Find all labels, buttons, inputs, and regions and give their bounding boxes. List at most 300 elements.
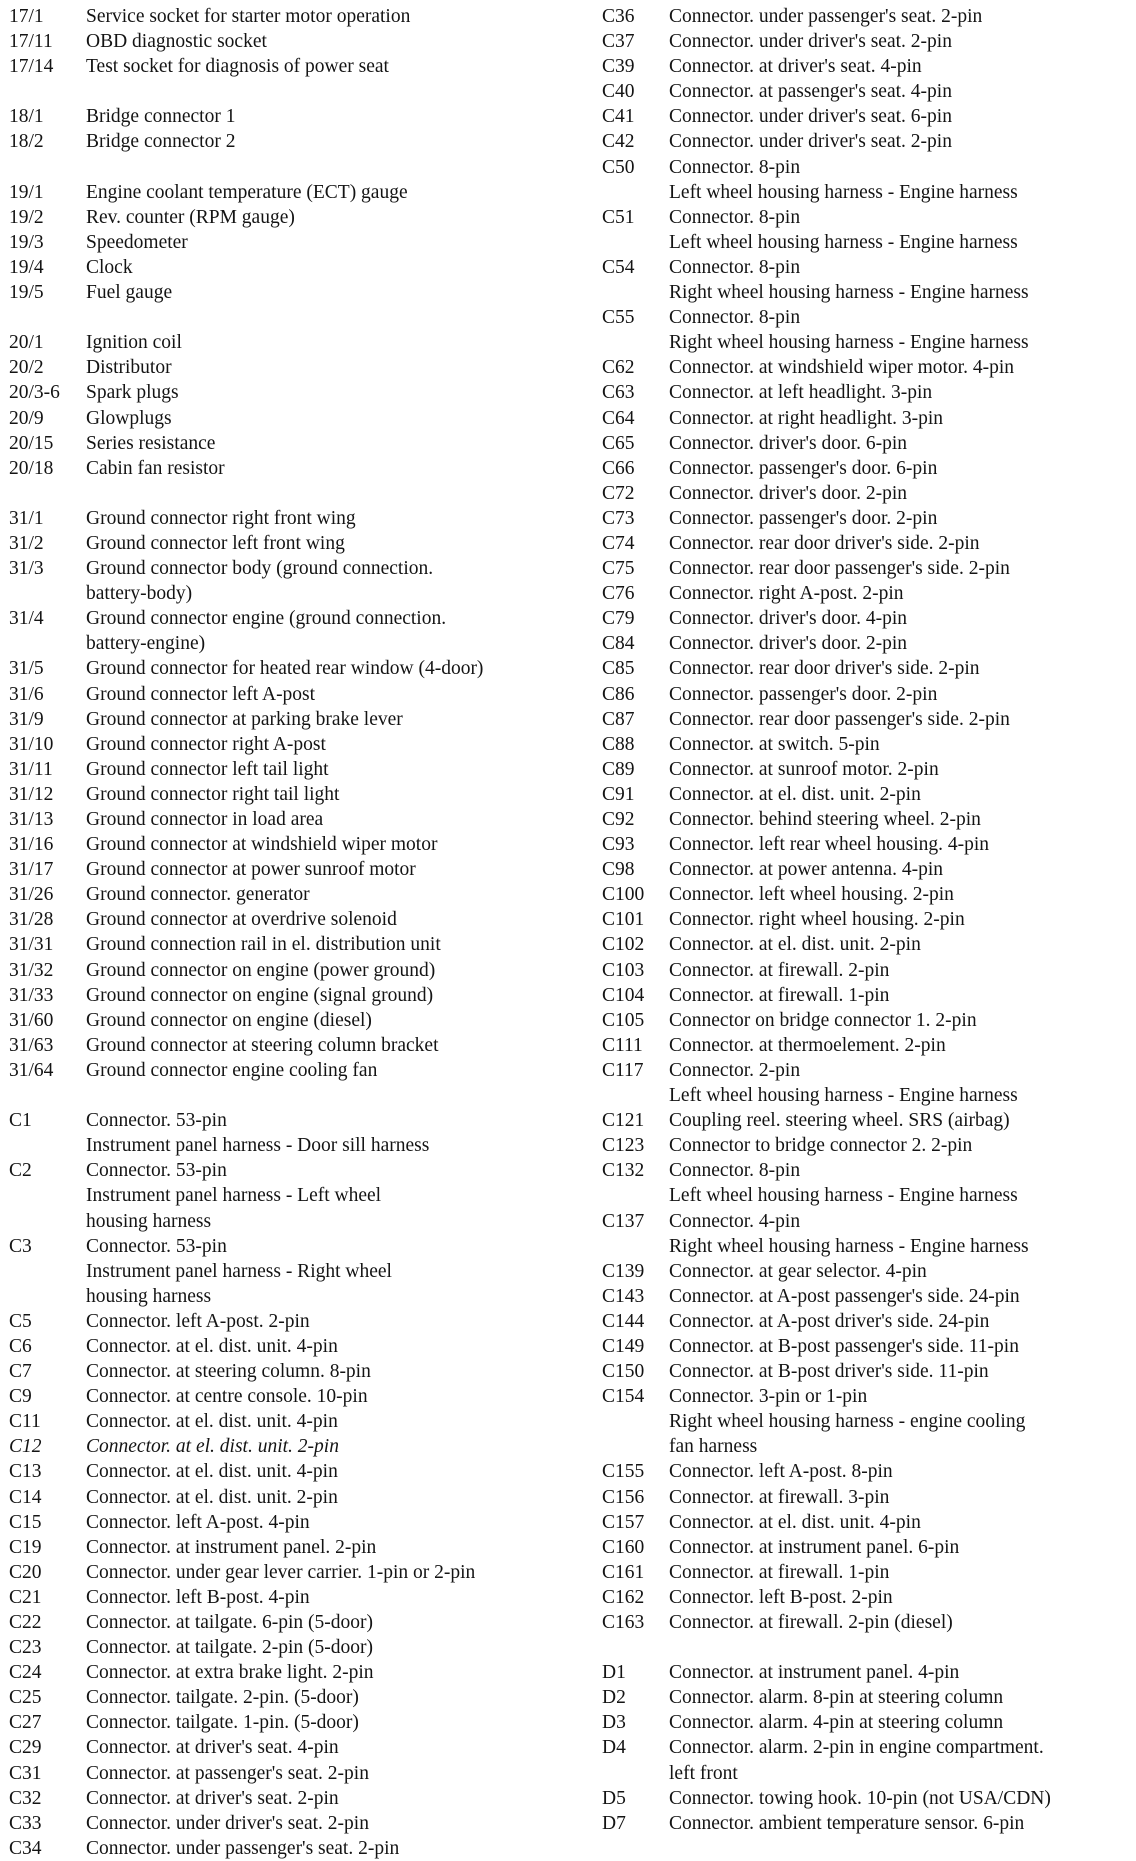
component-description: Bridge connector 1	[86, 106, 236, 128]
component-description: Ground connector engine cooling fan	[86, 1059, 378, 1081]
component-code: 31/11	[9, 758, 53, 780]
component-description: Connector. tailgate. 1-pin. (5-door)	[86, 1712, 359, 1734]
component-description: Connector. left A-post. 8-pin	[669, 1461, 893, 1483]
legend-entry	[9, 205, 569, 230]
component-description: Connector. driver's door. 2-pin	[669, 482, 908, 504]
component-code: C79	[602, 608, 635, 630]
component-code: D4	[602, 1737, 626, 1759]
component-description: battery-engine)	[86, 633, 206, 655]
component-code: D3	[602, 1712, 626, 1734]
component-description: Connector. at firewall. 1-pin	[669, 1561, 890, 1583]
component-code: C150	[602, 1361, 645, 1383]
component-description: Connector. at instrument panel. 4-pin	[669, 1662, 960, 1684]
legend-entry	[602, 1384, 1132, 1459]
component-code: 31/2	[9, 532, 44, 554]
component-code: C39	[602, 56, 635, 78]
legend-entry	[9, 1359, 569, 1384]
component-description: Connector. towing hook. 10-pin (not USA/CDN)	[669, 1787, 1051, 1809]
legend-entry	[602, 556, 1132, 581]
legend-entry	[602, 1510, 1132, 1535]
component-code: C132	[602, 1160, 645, 1182]
component-code: 31/9	[9, 708, 44, 730]
legend-entry	[602, 1309, 1132, 1334]
component-code: C22	[9, 1612, 42, 1633]
component-description: OBD diagnostic socket	[86, 31, 267, 53]
component-description: Ground connector at steering column bracket	[86, 1034, 439, 1056]
component-description: left front	[669, 1762, 738, 1784]
legend-entry	[602, 1008, 1132, 1033]
component-description: Ground connector right tail light	[86, 783, 340, 805]
component-code: C51	[602, 206, 635, 228]
component-description: Connector. at centre console. 10-pin	[86, 1386, 368, 1408]
legend-entry	[602, 983, 1132, 1008]
legend-entry	[602, 782, 1132, 807]
legend-entry	[9, 1836, 569, 1861]
component-description: Connector. at instrument panel. 2-pin	[86, 1536, 377, 1558]
legend-entry	[602, 1058, 1132, 1108]
component-code: 17/1	[9, 6, 44, 27]
legend-entry	[9, 556, 569, 606]
component-code: 19/3	[9, 231, 44, 253]
component-code: 20/9	[9, 407, 44, 429]
component-code: C73	[602, 507, 635, 529]
component-code: C20	[9, 1561, 42, 1583]
component-description: Connector. at driver's seat. 4-pin	[669, 56, 922, 78]
component-code: 17/14	[9, 56, 54, 78]
component-description: Ground connector at power sunroof motor	[86, 859, 416, 881]
component-code: C55	[602, 307, 635, 329]
component-code: 20/2	[9, 357, 44, 379]
legend-entry	[9, 506, 569, 531]
component-description: Connector. 2-pin	[669, 1059, 801, 1081]
component-description: Clock	[86, 256, 133, 278]
legend-entry	[602, 1284, 1132, 1309]
component-description: Connector. under driver's seat. 2-pin	[669, 131, 952, 153]
component-description: Connector. passenger's door. 6-pin	[669, 457, 938, 479]
component-description: Left wheel housing harness - Engine harness	[669, 231, 1018, 253]
component-code: D5	[602, 1787, 626, 1809]
legend-entry	[602, 1108, 1132, 1133]
legend-entry	[9, 1735, 569, 1760]
component-description: Bridge connector 2	[86, 131, 236, 153]
component-code: D7	[602, 1812, 626, 1834]
legend-entry	[9, 230, 569, 255]
component-description: Connector. at sunroof motor. 2-pin	[669, 758, 939, 780]
component-code: C19	[9, 1536, 42, 1558]
legend-entry	[9, 531, 569, 556]
legend-entry	[602, 531, 1132, 556]
component-code: C37	[602, 31, 635, 53]
legend-entry	[602, 355, 1132, 380]
component-code: C14	[9, 1486, 42, 1508]
component-code: C32	[9, 1787, 42, 1809]
component-code: C6	[9, 1335, 32, 1357]
component-code: C102	[602, 934, 645, 956]
component-code: 31/26	[9, 884, 54, 906]
component-description: Connector. at thermoelement. 2-pin	[669, 1034, 946, 1056]
component-code: 31/28	[9, 909, 54, 931]
component-description: Rev. counter (RPM gauge)	[86, 206, 295, 228]
component-description: Connector. at switch. 5-pin	[669, 733, 880, 755]
legend-entry	[602, 1359, 1132, 1384]
component-description: Connector. 8-pin	[669, 1160, 801, 1182]
component-description: Connector. at instrument panel. 6-pin	[669, 1536, 960, 1558]
legend-entry	[602, 305, 1132, 355]
legend-entry	[9, 330, 569, 355]
component-description: Ground connector on engine (diesel)	[86, 1009, 372, 1031]
component-description: Connector. driver's door. 2-pin	[669, 633, 908, 655]
component-code: C111	[602, 1034, 643, 1056]
legend-entry	[9, 656, 569, 681]
legend-entry	[9, 907, 569, 932]
component-code: C33	[9, 1812, 42, 1834]
component-code: D1	[602, 1662, 626, 1684]
component-code: C85	[602, 658, 635, 680]
component-code: C41	[602, 106, 635, 128]
section-spacer	[9, 481, 569, 506]
legend-entry	[9, 180, 569, 205]
legend-entry	[9, 682, 569, 707]
legend-entry	[602, 1209, 1132, 1259]
component-code: C160	[602, 1536, 645, 1558]
component-description: Ground connector at parking brake lever	[86, 708, 403, 730]
component-code: C63	[602, 382, 635, 404]
component-code: C15	[9, 1511, 42, 1533]
component-description: Connector. 8-pin	[669, 256, 801, 278]
legend-entry	[9, 1585, 569, 1610]
component-code: 17/11	[9, 31, 53, 53]
component-code: C64	[602, 407, 635, 429]
component-description: Ground connector left front wing	[86, 532, 345, 554]
legend-entry	[9, 4, 569, 29]
component-code: C3	[9, 1235, 32, 1257]
component-description: Connector. at el. dist. unit. 4-pin	[86, 1335, 338, 1357]
legend-entry	[9, 1459, 569, 1484]
component-code: 31/32	[9, 959, 54, 981]
legend-entry	[9, 782, 569, 807]
component-code: C50	[602, 156, 635, 178]
component-description: Speedometer	[86, 231, 188, 253]
component-code: C65	[602, 432, 635, 454]
component-description: housing harness	[86, 1210, 212, 1232]
legend-entry	[602, 79, 1132, 104]
component-code: 31/3	[9, 558, 44, 580]
component-description: Ground connector at windshield wiper motor	[86, 834, 438, 856]
component-description: Connector. at driver's seat. 4-pin	[86, 1737, 339, 1759]
legend-entry	[602, 104, 1132, 129]
component-description: Connector. under gear lever carrier. 1-pin or 2-pin	[86, 1561, 476, 1583]
legend-entry	[602, 380, 1132, 405]
component-description: Connector. at A-post driver's side. 24-pin	[669, 1310, 990, 1332]
legend-entry	[9, 807, 569, 832]
component-code: C137	[602, 1210, 645, 1232]
component-code: C27	[9, 1712, 42, 1734]
component-description: Connector. left B-post. 2-pin	[669, 1586, 893, 1608]
legend-entry	[602, 129, 1132, 154]
legend-entry	[602, 1259, 1132, 1284]
legend-entry	[602, 456, 1132, 481]
component-description: Ground connector on engine (power ground)	[86, 959, 436, 981]
legend-entry	[602, 1485, 1132, 1510]
legend-entry	[9, 732, 569, 757]
component-description: Cabin fan resistor	[86, 457, 225, 479]
legend-entry	[9, 456, 569, 481]
component-code: C72	[602, 482, 635, 504]
section-spacer	[9, 155, 569, 180]
component-description: Connector. at el. dist. unit. 2-pin	[86, 1436, 339, 1458]
component-description: Spark plugs	[86, 382, 179, 404]
legend-entry	[9, 431, 569, 456]
component-description: Connector. left rear wheel housing. 4-pin	[669, 834, 990, 856]
component-description: Connector. at gear selector. 4-pin	[669, 1260, 927, 1282]
legend-entry	[9, 707, 569, 732]
legend-entry	[602, 1685, 1132, 1710]
component-description: Connector. under driver's seat. 6-pin	[669, 106, 952, 128]
legend-entry	[602, 1811, 1132, 1836]
legend-entry	[602, 1786, 1132, 1811]
legend-entry	[9, 606, 569, 656]
component-code: 31/10	[9, 733, 54, 755]
component-description: Connector. driver's door. 4-pin	[669, 608, 908, 630]
legend-entry	[602, 1735, 1132, 1785]
legend-entry	[9, 1434, 569, 1459]
component-description: Connector. 53-pin	[86, 1160, 227, 1182]
component-code: C93	[602, 834, 635, 856]
legend-entry	[9, 1660, 569, 1685]
component-code: C66	[602, 457, 635, 479]
component-code: C25	[9, 1687, 42, 1709]
component-description: Fuel gauge	[86, 282, 173, 304]
legend-entry	[602, 882, 1132, 907]
component-description: Connector. under passenger's seat. 2-pin	[86, 1837, 400, 1859]
component-description: Ground connector. generator	[86, 884, 310, 906]
component-description: Connector. at extra brake light. 2-pin	[86, 1662, 374, 1684]
component-description: Connector. at passenger's seat. 2-pin	[86, 1762, 369, 1784]
component-code: C101	[602, 909, 645, 931]
legend-entry	[9, 1058, 569, 1083]
component-code: 20/15	[9, 432, 54, 454]
component-description: Ground connector engine (ground connection.	[86, 608, 447, 630]
component-description: Connector. at windshield wiper motor. 4-pin	[669, 357, 1014, 379]
component-code: C121	[602, 1110, 645, 1132]
component-description: Connector. at B-post passenger's side. 11-pin	[669, 1335, 1019, 1357]
component-description: Ground connector at overdrive solenoid	[86, 909, 397, 931]
component-code: C7	[9, 1361, 32, 1383]
legend-entry	[9, 280, 569, 305]
component-description: Instrument panel harness - Left wheel	[86, 1185, 382, 1207]
legend-entry	[602, 682, 1132, 707]
legend-entry	[602, 406, 1132, 431]
legend-entry	[602, 932, 1132, 957]
legend-entry	[9, 1786, 569, 1811]
component-description: Connector. at steering column. 8-pin	[86, 1361, 371, 1383]
component-description: Left wheel housing harness - Engine harness	[669, 181, 1018, 203]
component-description: Service socket for starter motor operation	[86, 6, 411, 27]
legend-entry	[9, 1510, 569, 1535]
component-code: 31/13	[9, 809, 54, 830]
component-description: Connector. at A-post passenger's side. 24-pin	[669, 1285, 1020, 1307]
legend-entry	[602, 1660, 1132, 1685]
component-code: C24	[9, 1662, 42, 1684]
component-description: Glowplugs	[86, 407, 172, 429]
section-spacer	[9, 305, 569, 330]
legend-entry	[9, 1685, 569, 1710]
legend-entry	[9, 983, 569, 1008]
component-code: C117	[602, 1059, 644, 1081]
component-description: Connector. 53-pin	[86, 1110, 227, 1132]
component-description: Connector to bridge connector 2. 2-pin	[669, 1135, 973, 1157]
legend-entry	[602, 255, 1132, 305]
component-code: 19/2	[9, 206, 44, 228]
legend-entry	[9, 104, 569, 129]
legend-entry	[9, 129, 569, 154]
legend-entry	[602, 1560, 1132, 1585]
component-description: Connector. under driver's seat. 2-pin	[669, 31, 952, 53]
component-description: Left wheel housing harness - Engine harness	[669, 1085, 1018, 1107]
component-description: Connector. alarm. 8-pin at steering column	[669, 1687, 1004, 1709]
component-code: 31/64	[9, 1059, 54, 1081]
component-code: C144	[602, 1310, 645, 1332]
component-code: 31/31	[9, 934, 54, 956]
component-description: Right wheel housing harness - Engine harness	[669, 1235, 1029, 1257]
component-code: C5	[9, 1310, 32, 1332]
legend-entry	[602, 732, 1132, 757]
component-description: Connector. alarm. 4-pin at steering column	[669, 1712, 1004, 1734]
component-description: Connector. 8-pin	[669, 206, 801, 228]
component-code: C154	[602, 1386, 645, 1408]
component-description: Connector. at el. dist. unit. 2-pin	[669, 783, 921, 805]
component-code: C12	[9, 1436, 42, 1458]
component-code: C91	[602, 783, 635, 805]
component-description: Connector. under driver's seat. 2-pin	[86, 1812, 369, 1834]
component-description: Connector. rear door driver's side. 2-pin	[669, 532, 980, 554]
component-description: Series resistance	[86, 432, 216, 454]
legend-entry	[9, 54, 569, 79]
legend-entry	[9, 958, 569, 983]
component-code: C54	[602, 256, 635, 278]
component-description: Ground connection rail in el. distribution unit	[86, 934, 441, 956]
component-code: 31/4	[9, 608, 44, 630]
section-spacer	[602, 1635, 1132, 1660]
component-description: Engine coolant temperature (ECT) gauge	[86, 181, 408, 203]
component-code: C143	[602, 1285, 645, 1307]
left-column	[9, 4, 569, 1861]
component-description: Connector. right wheel housing. 2-pin	[669, 909, 965, 931]
component-code: 19/4	[9, 256, 44, 278]
component-code: C86	[602, 683, 635, 705]
component-code: C162	[602, 1586, 645, 1608]
component-code: 20/3-6	[9, 382, 60, 404]
component-description: fan harness	[669, 1436, 758, 1458]
legend-entry	[9, 1108, 569, 1158]
component-code: 18/2	[9, 131, 44, 153]
component-description: Connector. at B-post driver's side. 11-pin	[669, 1361, 989, 1383]
component-description: Connector. passenger's door. 2-pin	[669, 507, 938, 529]
legend-entry	[9, 1334, 569, 1359]
component-code: C34	[9, 1837, 42, 1859]
component-code: C75	[602, 558, 635, 580]
component-code: C161	[602, 1561, 645, 1583]
legend-entry	[602, 757, 1132, 782]
component-code: C163	[602, 1612, 645, 1633]
legend-entry	[602, 481, 1132, 506]
component-code: C40	[602, 81, 635, 103]
component-description: Connector. tailgate. 2-pin. (5-door)	[86, 1687, 359, 1709]
legend-entry	[602, 1535, 1132, 1560]
legend-entry	[602, 54, 1132, 79]
component-description: Coupling reel. steering wheel. SRS (airbag)	[669, 1110, 1010, 1132]
component-description: Connector. at el. dist. unit. 2-pin	[86, 1486, 338, 1508]
component-description: Ground connector right front wing	[86, 507, 356, 529]
component-description: Connector. at tailgate. 6-pin (5-door)	[86, 1612, 373, 1633]
component-code: 20/1	[9, 332, 44, 354]
legend-entry	[9, 355, 569, 380]
component-code: C13	[9, 1461, 42, 1483]
component-description: Connector on bridge connector 1. 2-pin	[669, 1009, 977, 1031]
component-code: C100	[602, 884, 645, 906]
component-code: C123	[602, 1135, 645, 1157]
component-code: C9	[9, 1386, 32, 1408]
legend-entry	[602, 155, 1132, 205]
legend-entry	[602, 857, 1132, 882]
component-code: C21	[9, 1586, 42, 1608]
component-code: C42	[602, 131, 635, 153]
component-description: Right wheel housing harness - Engine harness	[669, 332, 1029, 354]
legend-entry	[9, 1761, 569, 1786]
legend-entry	[9, 1811, 569, 1836]
component-description: Connector. at firewall. 2-pin (diesel)	[669, 1612, 953, 1633]
legend-entry	[9, 1485, 569, 1510]
component-description: battery-body)	[86, 583, 193, 605]
component-description: Connector. 8-pin	[669, 156, 801, 178]
legend-entry	[9, 1560, 569, 1585]
component-description: Connector. behind steering wheel. 2-pin	[669, 809, 981, 830]
legend-entry	[602, 1610, 1132, 1635]
component-code: C104	[602, 984, 645, 1006]
component-code: C36	[602, 6, 635, 27]
component-description: Connector. rear door driver's side. 2-pin	[669, 658, 980, 680]
legend-entry	[9, 380, 569, 405]
legend-entry	[602, 958, 1132, 983]
component-code: C89	[602, 758, 635, 780]
component-code: C76	[602, 583, 635, 605]
legend-entry	[9, 757, 569, 782]
component-code: C87	[602, 708, 635, 730]
component-description: Connector. at el. dist. unit. 4-pin	[86, 1411, 338, 1433]
component-description: Connector. left B-post. 4-pin	[86, 1586, 310, 1608]
legend-entry	[9, 255, 569, 280]
component-description: housing harness	[86, 1285, 212, 1307]
component-code: C29	[9, 1737, 42, 1759]
component-code: 31/33	[9, 984, 54, 1006]
component-description: Left wheel housing harness - Engine harness	[669, 1185, 1018, 1207]
legend-entry	[602, 506, 1132, 531]
component-code: C2	[9, 1160, 32, 1182]
legend-entry	[602, 205, 1132, 255]
component-description: Ground connector right A-post	[86, 733, 326, 755]
component-description: Ground connector for heated rear window (4-door)	[86, 658, 484, 680]
legend-entry	[602, 1459, 1132, 1484]
legend-entry	[602, 907, 1132, 932]
legend-entry	[9, 882, 569, 907]
component-code: C23	[9, 1637, 42, 1659]
component-description: Connector. at left headlight. 3-pin	[669, 382, 933, 404]
component-description: Distributor	[86, 357, 172, 379]
legend-entry	[9, 1158, 569, 1233]
component-code: C31	[9, 1762, 42, 1784]
component-description: Connector. at firewall. 1-pin	[669, 984, 890, 1006]
component-description: Connector. 3-pin or 1-pin	[669, 1386, 868, 1408]
